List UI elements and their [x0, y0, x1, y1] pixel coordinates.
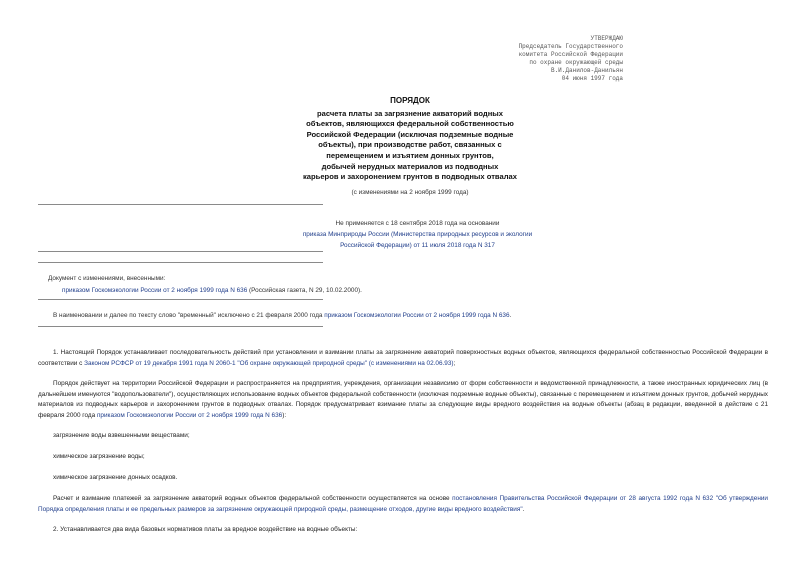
order-link[interactable]: приказом Госкомэкологии России от 2 ноября 1999 года N 636 [96, 411, 283, 419]
approval-signatory: В.И.Данилов-Данильян [550, 67, 623, 74]
approval-block [500, 35, 623, 83]
decree-link[interactable]: постановления Правительства Российской Федерации от 28 августа 1992 года N 632 "Об утверждении Порядка определения платы и ее предельных размеров за загрязнение окружающей природной среды, размещение отходов, другие виды вредного воздействия" [38, 495, 768, 513]
title-line: Российской Федерации (исключая подземные водные [306, 129, 514, 139]
notice-link-cont[interactable]: Российской Федерации) от 11 июля 2018 года N 317 [340, 242, 495, 249]
title-line: перемещением и изъятием донных грунтов, [326, 150, 494, 160]
list-item: химическое загрязнение воды; [53, 453, 145, 460]
list-item: химическое загрязнение донных осадков. [53, 474, 178, 481]
divider [38, 299, 323, 300]
law-link[interactable]: Законом РСФСР от 19 декабря 1991 года N 2060-1 "Об охране окружающей природной среды" (с изменениями на 02.06.93) [84, 359, 454, 367]
paragraph-text: Порядок действует на территории Российской Федерации и распространяется на предприятия, учреждения, организации независимо от форм собственности и ведомственной принадлежности, а также иностранных юридических лиц (в дальнейшем именуются "водопользователи"), осуществляющих использование водных объектов федеральной собственности (исключая подземные водные объекты), связанные с перемещением и изъятием донных грунтов, добычей нерудных материалов из подводных карьеров и захоронением грунтов в подводных отвалах. Порядок предусматривает взимание платы за следующие виды вредного воздействия на водные объекты (абзац в редакции, введенной в действие с 21 февраля 2000 года [38, 380, 768, 419]
paragraph-1 [38, 348, 768, 369]
paragraph-text: 2. Устанавливается два вида базовых нормативов платы за вредное воздействие на водные объекты: [53, 526, 358, 533]
approval-date: 04 июня 1997 года [561, 75, 623, 82]
title-heading: ПОРЯДОК [390, 96, 430, 105]
paragraph-4 [38, 525, 768, 536]
paragraph-tail: ): [282, 411, 287, 419]
divider [38, 326, 323, 327]
document-title [265, 96, 555, 183]
title-line: объекты), при производстве работ, связанных с [318, 140, 502, 150]
title-line: объектов, являющихся федеральной собственностью [306, 119, 514, 129]
paragraph-3 [38, 494, 768, 515]
paragraph-text: Расчет и взимание платежей за загрязнение акваторий водных объектов федеральной собственности осуществляется на основе [53, 495, 453, 502]
paragraph-tail: . [522, 505, 525, 513]
divider [38, 204, 323, 205]
title-line: карьеров и захоронением грунтов в подводных отвалах [303, 172, 517, 182]
notice-block [260, 218, 575, 251]
rename-link[interactable]: приказом Госкомэкологии России от 2 ноября 1999 года N 636 [324, 312, 510, 319]
title-line: расчета платы за загрязнение акваторий водных [316, 108, 503, 118]
rename-text: В наименовании и далее по тексту слово "временный" исключено с 21 февраля 2000 года [53, 312, 325, 319]
list-item: загрязнение воды взвешенными веществами; [53, 432, 190, 439]
approval-line: комитета Российской Федерации [518, 51, 623, 58]
approval-heading: УТВЕРЖДАЮ [590, 35, 623, 42]
rename-tail: . [509, 312, 512, 319]
doc-changes-intro: Документ с изменениями, внесенными: [48, 275, 166, 282]
doc-changes-link[interactable]: приказом Госкомэкологии России от 2 ноября 1999 года N 636 [62, 287, 248, 294]
divider [38, 251, 323, 252]
divider [38, 262, 323, 263]
paragraph-tail: ; [453, 359, 456, 367]
doc-changes-block [48, 273, 608, 297]
paragraph-2 [38, 379, 768, 421]
changes-note: (с изменениями на 2 ноября 1999 года) [351, 189, 469, 196]
approval-line: по охране окружающей среды [529, 59, 623, 66]
paragraph-text: 1. Настоящий Порядок устанавливает последовательность действий при установлении и взимании платы за загрязнение акваторий поверхностных водных объектов, являющихся федеральной собственностью Российской Федерации в соответствии с [38, 349, 768, 367]
approval-line: Председатель Государственного [518, 43, 623, 50]
notice-link[interactable]: приказа Минприроды России (Министерства природных ресурсов и экологии [302, 231, 533, 238]
notice-text: Не применяется с 18 сентября 2018 года на основании [335, 220, 500, 227]
doc-changes-tail: (Российская газета, N 29, 10.02.2000). [247, 287, 362, 294]
doc-changes-line [48, 285, 608, 297]
rename-note [53, 312, 753, 319]
title-line: добычей нерудных материалов из подводных [321, 161, 499, 171]
